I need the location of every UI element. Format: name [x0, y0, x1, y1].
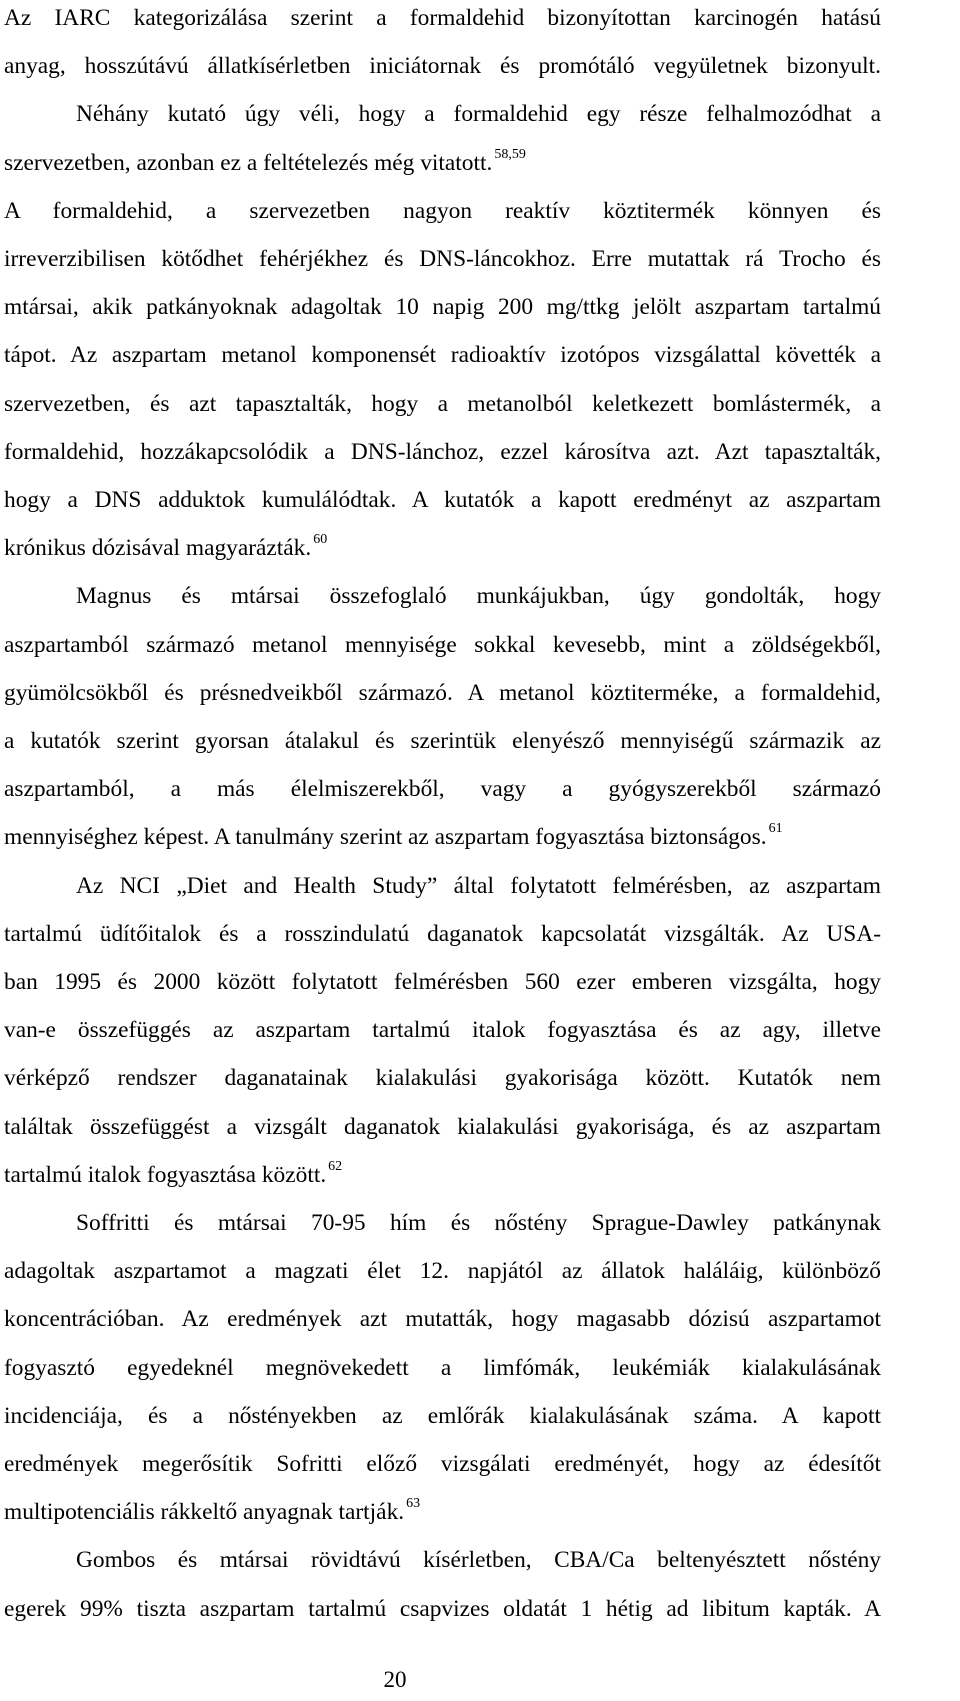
text-line — [4, 340, 881, 370]
text-line — [4, 1304, 881, 1334]
text-line — [4, 51, 881, 81]
line-text: Soffritti és mtársai 70-95 hím és nőstény Sprague-Dawley patkánynak — [76, 1210, 881, 1236]
text-line — [4, 244, 881, 274]
line-text: ban 1995 és 2000 között folytatott felmérésben 560 ezer emberen vizsgálta, hogy — [4, 969, 881, 995]
text-line — [4, 1497, 881, 1527]
line-text: aszpartamból származó metanol mennyisége sokkal kevesebb, mint a zöldségekből, — [4, 631, 881, 658]
line-text: tartalmú italok fogyasztása között. — [4, 1161, 327, 1188]
text-line — [4, 1256, 881, 1286]
line-text: vérképző rendszer daganatainak kialakulási gyakorisága között. Kutatók nem — [4, 1065, 881, 1092]
line-text: anyag, hosszútávú állatkísérletben iniciátornak és promótáló vegyületnek bizonyult. — [4, 53, 881, 80]
line-text: eredmények megerősítik Sofritti előző vizsgálati eredményét, hogy az édesítőt — [4, 1451, 881, 1477]
text-line — [4, 533, 881, 563]
page-number: 20 — [383, 1667, 407, 1692]
line-text: Az IARC kategorizálása szerint a formaldehid bizonyítottan karcinogén hatású — [4, 5, 881, 31]
text-line — [76, 1545, 881, 1575]
line-text: Az NCI „Diet and Health Study” által folytatott felmérésben, az aszpartam — [76, 872, 881, 899]
text-line — [4, 1063, 881, 1093]
text-line — [76, 581, 881, 611]
footnote-reference: 61 — [768, 821, 783, 837]
line-text: hogy a DNS adduktok kumulálódtak. A kutatók a kapott eredményt az aszpartam — [4, 487, 881, 513]
text-line — [4, 1160, 881, 1190]
text-line — [4, 292, 881, 322]
line-text: egerek 99% tiszta aszpartam tartalmú csapvizes oldatát 1 hétig ad libitum kapták. A — [4, 1595, 881, 1622]
line-text: koncentrációban. Az eredmények azt mutatták, hogy magasabb dózisú aszpartamot — [4, 1306, 881, 1333]
text-line — [4, 919, 881, 949]
line-text: krónikus dózisával magyarázták. — [4, 535, 312, 562]
text-line — [4, 485, 881, 515]
text-line — [4, 1112, 881, 1142]
text-line — [4, 1353, 881, 1383]
text-line — [76, 871, 881, 901]
line-text: incidenciája, és a nőstényekben az emlőrák kialakulásának száma. A kapott — [4, 1402, 881, 1429]
line-text: tápot. Az aszpartam metanol komponensét radioaktív izotópos vizsgálattal követték a — [4, 342, 881, 369]
line-text: formaldehid, hozzákapcsolódik a DNS-lánchoz, ezzel károsítva azt. Azt tapasztalták, — [4, 438, 881, 465]
text-line — [76, 99, 881, 129]
line-text: Magnus és mtársai összefoglaló munkájukban, úgy gondolták, hogy — [76, 583, 881, 610]
text-line — [4, 1401, 881, 1431]
text-line — [4, 389, 881, 419]
line-text: találtak összefüggést a vizsgált daganatok kialakulási gyakorisága, és az aszpartam — [4, 1113, 881, 1140]
text-line — [4, 437, 881, 467]
line-text: szervezetben, és azt tapasztalták, hogy a metanolból keletkezett bomlástermék, a — [4, 390, 881, 417]
line-text: Néhány kutató úgy véli, hogy a formaldehid egy része felhalmozódhat a — [76, 101, 881, 128]
text-line — [4, 726, 881, 756]
line-text: szervezetben, azonban ez a feltételezés még vitatott. — [4, 149, 493, 176]
line-text: fogyasztó egyedeknél megnövekedett a limfómák, leukémiák kialakulásának — [4, 1354, 881, 1381]
text-line — [4, 774, 881, 804]
line-text: aszpartamból, a más élelmiszerekből, vagy a gyógyszerekből származó — [4, 776, 881, 803]
line-text: mtársai, akik patkányoknak adagoltak 10 napig 200 mg/ttkg jelölt aszpartam tartalmú — [4, 294, 881, 321]
text-line — [4, 3, 881, 33]
text-line — [4, 1449, 881, 1479]
text-line — [4, 822, 881, 852]
text-line — [4, 148, 881, 178]
footnote-reference: 60 — [313, 532, 328, 548]
text-line — [4, 630, 881, 660]
line-text: mennyiséghez képest. A tanulmány szerint az aszpartam fogyasztása biztonságos. — [4, 824, 767, 851]
line-text: tartalmú üdítőitalok és a rosszindulatú daganatok kapcsolatát vizsgálták. Az USA- — [4, 920, 881, 947]
line-text: van-e összefüggés az aszpartam tartalmú italok fogyasztása és az agy, illetve — [4, 1017, 881, 1044]
footnote-reference: 63 — [406, 1496, 421, 1512]
line-text: Gombos és mtársai rövidtávú kísérletben, CBA/Ca beltenyésztett nőstény — [76, 1547, 881, 1574]
footnote-reference: 58,59 — [494, 146, 526, 162]
line-text: adagoltak aszpartamot a magzati élet 12. napjától az állatok haláláig, különböző — [4, 1258, 881, 1285]
text-line — [4, 196, 881, 226]
text-line — [4, 1594, 881, 1624]
line-text: multipotenciális rákkeltő anyagnak tartják. — [4, 1499, 405, 1526]
text-line — [76, 1208, 881, 1238]
text-line — [4, 678, 881, 708]
line-text: a kutatók szerint gyorsan átalakul és szerintük elenyésző mennyiségű származik az — [4, 728, 881, 754]
text-line — [4, 967, 881, 997]
text-line — [4, 1015, 881, 1045]
footnote-reference: 62 — [328, 1158, 343, 1174]
line-text: A formaldehid, a szervezetben nagyon reaktív köztitermék könnyen és — [4, 197, 881, 224]
line-text: irreverzibilisen kötődhet fehérjékhez és DNS-láncokhoz. Erre mutattak rá Trocho és — [4, 246, 881, 272]
line-text: gyümölcsökből és présnedveikből származó. A metanol köztiterméke, a formaldehid, — [4, 679, 881, 706]
